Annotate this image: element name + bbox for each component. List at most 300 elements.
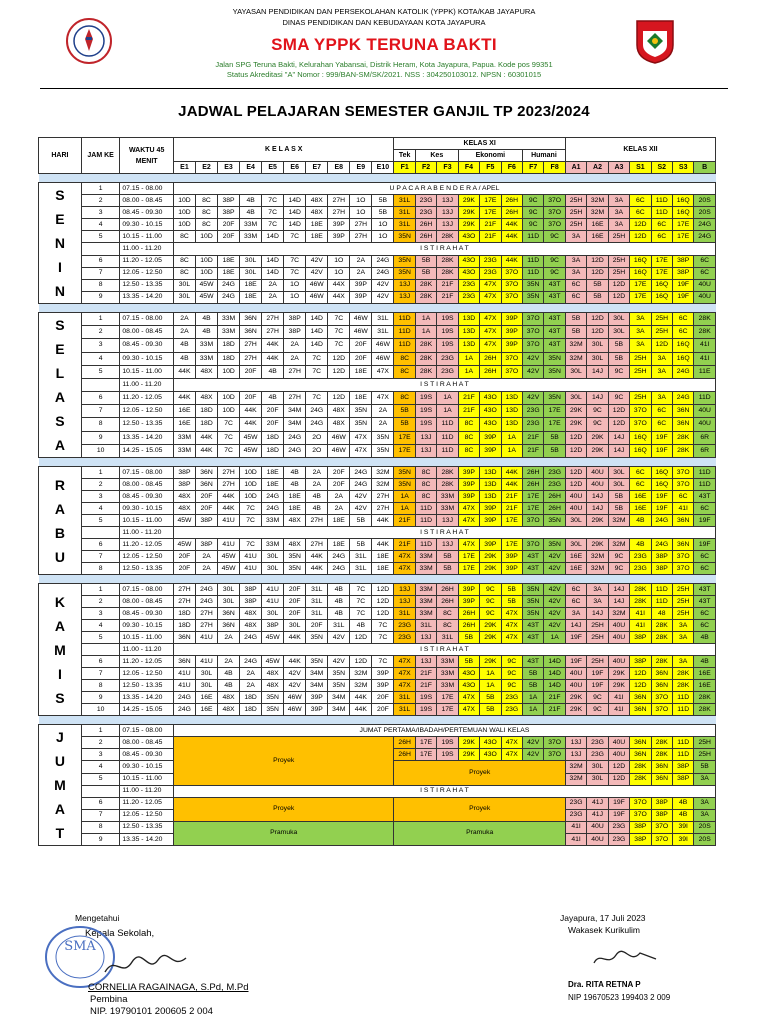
xi-cell: 23G <box>544 467 565 479</box>
schedule-table <box>38 137 716 846</box>
xi-cell: 28K <box>437 479 458 491</box>
x-cell: 39P <box>306 704 328 716</box>
xi-cell: 14D <box>544 668 565 680</box>
jam-cell: 10 <box>81 444 120 457</box>
jam-cell: 4 <box>81 761 120 773</box>
day-name: S E N I N <box>39 183 82 304</box>
xii-cell: 32M <box>608 608 629 620</box>
x-cell: 18E <box>328 515 350 527</box>
xi-cell: 17E <box>480 195 501 207</box>
xii-cell: 30L <box>587 339 608 352</box>
schedule-row <box>39 680 716 692</box>
xii-cell: 28K <box>651 632 672 644</box>
x-cell: 14D <box>284 219 306 231</box>
x-cell: 1O <box>372 231 394 243</box>
time-cell: 12.50 - 13.35 <box>120 563 174 575</box>
xii-cell: 6C <box>565 596 586 608</box>
jam-cell: 9 <box>81 291 120 303</box>
xii-cell: 19F <box>694 515 716 527</box>
xi-cell: 17E <box>415 737 436 749</box>
xii-cell: 36N <box>651 668 672 680</box>
xii-cell: 3A <box>694 773 716 785</box>
xii-cell: 29K <box>565 418 586 431</box>
x-cell: 1O <box>284 279 306 291</box>
xii-cell: 19F <box>587 680 608 692</box>
class-header: E6 <box>284 162 306 174</box>
xi-cell: 9C <box>522 219 543 231</box>
x-cell: 48X <box>262 668 284 680</box>
x-cell: 44K <box>173 365 195 378</box>
xi-cell: 47X <box>501 749 522 761</box>
time-cell: 10.15 - 11.00 <box>120 365 174 378</box>
x-cell: 1O <box>350 195 372 207</box>
x-cell: 33M <box>195 352 217 365</box>
x-cell: 7C <box>262 195 284 207</box>
xii-cell: 12D <box>587 326 608 339</box>
xii-cell: 12D <box>608 761 629 773</box>
x-cell: 33M <box>173 431 195 444</box>
xi-cell: 17E <box>522 503 543 515</box>
xii-cell: 19F <box>608 809 629 821</box>
xii-cell: 24G <box>672 392 693 405</box>
x-cell: 20F <box>262 418 284 431</box>
x-cell: 38P <box>173 479 195 491</box>
x-cell: 24G <box>173 704 195 716</box>
x-cell: 2A <box>350 267 372 279</box>
xi-cell: 21F <box>480 231 501 243</box>
x-cell: 2A <box>240 668 262 680</box>
xii-cell: 32M <box>608 515 629 527</box>
xi-cell: 11D <box>437 431 458 444</box>
xi-cell: 29K <box>480 620 501 632</box>
xii-cell: 11D <box>651 584 672 596</box>
xi-cell: 35N <box>544 515 565 527</box>
xi-cell: 42V <box>544 608 565 620</box>
xii-cell: 23G <box>608 834 629 846</box>
xi-cell: 37O <box>522 313 543 326</box>
xii-cell: 16Q <box>672 352 693 365</box>
jam-cell <box>81 785 120 797</box>
x-cell: 39P <box>350 279 372 291</box>
x-cell: 18E <box>372 563 394 575</box>
x-cell: 7C <box>218 431 240 444</box>
xi-cell: 31L <box>394 608 415 620</box>
x-cell: 18D <box>240 704 262 716</box>
header-hum: Humani <box>522 150 565 162</box>
xii-cell: 3A <box>694 797 716 809</box>
x-cell: 31L <box>372 313 394 326</box>
xi-cell: 8C <box>437 608 458 620</box>
xi-cell: 13D <box>501 418 522 431</box>
x-cell: 31L <box>328 620 350 632</box>
x-cell: 20F <box>218 231 240 243</box>
xii-cell: 4B <box>630 515 651 527</box>
xi-cell: 11D <box>394 326 415 339</box>
xii-cell: 29K <box>587 431 608 444</box>
xi-cell: 39P <box>501 563 522 575</box>
x-cell: 48X <box>262 680 284 692</box>
time-cell: 09.30 - 10.15 <box>120 219 174 231</box>
xi-cell: 28K <box>437 231 458 243</box>
x-cell: 7C <box>372 620 394 632</box>
xii-cell: 12D <box>608 773 629 785</box>
xi-cell: 17E <box>394 431 415 444</box>
jam-cell: 7 <box>81 405 120 418</box>
x-cell: 24G <box>306 418 328 431</box>
class-header: E8 <box>328 162 350 174</box>
xii-cell: 16Q <box>630 444 651 457</box>
pramuka-x-block: Pramuka <box>173 821 394 845</box>
x-cell: 27H <box>350 219 372 231</box>
xi-cell: 8C <box>458 431 479 444</box>
day-name: K A M I S <box>39 584 82 716</box>
xii-cell: 25H <box>651 326 672 339</box>
xi-cell: 1A <box>394 503 415 515</box>
x-cell: 24G <box>218 291 240 303</box>
jam-cell: 8 <box>81 821 120 833</box>
x-cell: 32M <box>372 467 394 479</box>
xii-cell: 29K <box>608 668 629 680</box>
xi-cell: 5B <box>458 632 479 644</box>
xii-cell: 3A <box>587 596 608 608</box>
time-cell: 12.50 - 13.35 <box>120 279 174 291</box>
x-cell: 30L <box>173 279 195 291</box>
xi-cell: 11D <box>522 255 543 267</box>
xi-cell: 9C <box>544 231 565 243</box>
xii-cell: 25H <box>630 352 651 365</box>
x-cell: 1O <box>328 255 350 267</box>
x-cell: 48X <box>306 195 328 207</box>
xi-cell: 1A <box>480 668 501 680</box>
x-cell: 4B <box>173 352 195 365</box>
xii-cell: 24G <box>694 231 716 243</box>
xi-cell: 42V <box>544 596 565 608</box>
x-cell: 45W <box>173 515 195 527</box>
x-cell: 24G <box>328 563 350 575</box>
xi-cell: 21F <box>522 431 543 444</box>
x-cell: 7C <box>218 444 240 457</box>
time-cell: 12.05 - 12.50 <box>120 405 174 418</box>
xii-cell: 6C <box>694 608 716 620</box>
x-cell: 2A <box>284 352 306 365</box>
xi-cell: 35N <box>522 584 543 596</box>
header-waktu: WAKTU 45 MENIT <box>120 138 174 174</box>
jam-cell: 6 <box>81 539 120 551</box>
xi-cell: 29K <box>458 749 479 761</box>
x-cell: 31L <box>350 563 372 575</box>
xi-cell: 28K <box>415 339 436 352</box>
class-header: A1 <box>565 162 586 174</box>
proyek-x-block: Proyek <box>173 737 394 786</box>
xi-cell: 8C <box>394 365 415 378</box>
xii-cell: 40U <box>587 834 608 846</box>
xii-cell: 12D <box>630 680 651 692</box>
time-cell: 11.00 - 11.20 <box>120 527 174 539</box>
xi-cell: 33M <box>415 584 436 596</box>
xii-cell: 3A <box>651 352 672 365</box>
x-cell: 34M <box>328 692 350 704</box>
xii-cell: 37O <box>651 704 672 716</box>
time-cell: 11.20 - 12.05 <box>120 392 174 405</box>
x-cell: 10D <box>240 479 262 491</box>
xi-cell: 21F <box>415 668 436 680</box>
xii-cell: 28K <box>672 444 693 457</box>
x-cell: 42V <box>328 632 350 644</box>
xi-cell: 8C <box>458 444 479 457</box>
jam-cell: 1 <box>81 725 120 737</box>
xi-cell: 17E <box>480 207 501 219</box>
xi-cell: 28K <box>415 365 436 378</box>
x-cell: 12D <box>328 365 350 378</box>
x-cell: 20F <box>350 352 372 365</box>
xi-cell: 42V <box>522 392 543 405</box>
x-cell: 5B <box>350 539 372 551</box>
xii-cell: 12D <box>651 339 672 352</box>
day-separator <box>39 458 716 467</box>
x-cell: 38P <box>218 207 240 219</box>
xii-cell: 5B <box>694 761 716 773</box>
xii-cell: 41I <box>565 821 586 833</box>
xii-cell: 16Q <box>672 207 693 219</box>
x-cell: 4B <box>284 479 306 491</box>
xii-cell: 40U <box>694 418 716 431</box>
time-cell: 14.25 - 15.05 <box>120 704 174 716</box>
xi-cell: 26H <box>394 749 415 761</box>
schedule-row <box>39 418 716 431</box>
xii-cell: 36N <box>630 704 651 716</box>
xii-cell: 41I <box>630 608 651 620</box>
x-cell: 20F <box>284 608 306 620</box>
x-cell: 7C <box>328 326 350 339</box>
x-cell: 35N <box>350 418 372 431</box>
xi-cell: 13D <box>501 405 522 418</box>
time-cell: 11.20 - 12.05 <box>120 255 174 267</box>
xi-cell: 26H <box>522 479 543 491</box>
day-separator <box>39 716 716 725</box>
event-cell: I S T I R A H A T <box>173 644 715 656</box>
xii-cell: 11E <box>694 365 716 378</box>
x-cell: 8C <box>195 219 217 231</box>
xii-cell: 14J <box>608 596 629 608</box>
xi-cell: 17E <box>394 444 415 457</box>
x-cell: 24G <box>195 596 217 608</box>
x-cell: 46W <box>328 431 350 444</box>
stamp-text: SMA <box>64 939 96 954</box>
x-cell: 41U <box>218 539 240 551</box>
x-cell: 1O <box>328 267 350 279</box>
xi-cell: 31L <box>394 692 415 704</box>
time-cell: 07.15 - 08.00 <box>120 313 174 326</box>
jam-cell: 5 <box>81 231 120 243</box>
schedule-row <box>39 632 716 644</box>
xii-cell: 40U <box>694 291 716 303</box>
xi-cell: 23G <box>437 352 458 365</box>
x-cell: 30L <box>262 608 284 620</box>
xii-cell: 5B <box>565 326 586 339</box>
time-cell: 11.00 - 11.20 <box>120 644 174 656</box>
xii-cell: 38P <box>630 821 651 833</box>
xii-cell: 36N <box>651 680 672 692</box>
time-cell: 08.00 - 08.45 <box>120 596 174 608</box>
xii-cell: 17E <box>672 219 693 231</box>
jam-cell: 5 <box>81 365 120 378</box>
x-cell: 35N <box>372 444 394 457</box>
xii-cell: 32M <box>565 761 586 773</box>
xii-cell: 9C <box>587 692 608 704</box>
xi-cell: 29K <box>458 219 479 231</box>
schedule-row <box>39 207 716 219</box>
xii-cell: 4B <box>694 656 716 668</box>
xi-cell: 1A <box>458 365 479 378</box>
xii-cell: 5B <box>608 352 629 365</box>
x-cell: 47X <box>350 431 372 444</box>
x-cell: 38P <box>195 515 217 527</box>
xi-cell: 35N <box>394 231 415 243</box>
xi-cell: 26H <box>522 467 543 479</box>
pramuka-xi-block: Pramuka <box>394 821 565 845</box>
xii-cell: 9C <box>608 392 629 405</box>
xii-cell: 3A <box>672 632 693 644</box>
time-cell: 07.15 - 08.00 <box>120 584 174 596</box>
xi-cell: 37O <box>522 515 543 527</box>
x-cell: 42V <box>306 255 328 267</box>
x-cell: 1O <box>284 291 306 303</box>
xi-cell: 26H <box>501 195 522 207</box>
xi-cell: 11D <box>437 444 458 457</box>
header-tek: Tek <box>394 150 415 162</box>
xii-cell: 3A <box>672 620 693 632</box>
xii-cell: 12D <box>587 313 608 326</box>
xi-cell: 47X <box>480 326 501 339</box>
xii-cell: 29K <box>587 539 608 551</box>
x-cell: 36N <box>240 326 262 339</box>
x-cell: 44X <box>328 291 350 303</box>
x-cell: 24G <box>350 467 372 479</box>
header-kelas-x: K E L A S X <box>173 138 394 162</box>
jam-cell: 2 <box>81 737 120 749</box>
day-separator <box>39 304 716 313</box>
x-cell: 2A <box>372 405 394 418</box>
xi-cell: 19S <box>437 326 458 339</box>
xii-cell: 36N <box>630 692 651 704</box>
jam-cell: 7 <box>81 267 120 279</box>
x-cell: 32M <box>372 479 394 491</box>
xii-cell: 14J <box>587 365 608 378</box>
xi-cell: 8C <box>437 620 458 632</box>
x-cell: 45W <box>173 539 195 551</box>
time-cell: 12.05 - 12.50 <box>120 809 174 821</box>
jam-cell: 1 <box>81 467 120 479</box>
x-cell: 34M <box>284 418 306 431</box>
x-cell: 35N <box>328 668 350 680</box>
xi-cell: 33M <box>437 680 458 692</box>
x-cell: 2A <box>240 680 262 692</box>
xii-cell: 41I <box>608 704 629 716</box>
schedule-row <box>39 231 716 243</box>
xii-cell: 11D <box>651 195 672 207</box>
x-cell: 12D <box>350 632 372 644</box>
xi-cell: 43T <box>544 339 565 352</box>
xi-cell: 29K <box>480 632 501 644</box>
jam-cell: 2 <box>81 195 120 207</box>
xi-cell: 43T <box>522 563 543 575</box>
x-cell: 24G <box>306 405 328 418</box>
x-cell: 34M <box>328 704 350 716</box>
xi-cell: 47X <box>501 737 522 749</box>
xi-cell: 23G <box>458 279 479 291</box>
xi-cell: 11D <box>394 313 415 326</box>
x-cell: 4B <box>328 584 350 596</box>
class-header: F4 <box>458 162 479 174</box>
x-cell: 18E <box>372 551 394 563</box>
xi-cell: 26H <box>544 491 565 503</box>
xi-cell: 43T <box>544 279 565 291</box>
xii-cell: 14J <box>587 608 608 620</box>
xii-cell: 28K <box>672 680 693 692</box>
class-header: F8 <box>544 162 565 174</box>
xi-cell: 37O <box>501 267 522 279</box>
xi-cell: 33M <box>415 608 436 620</box>
x-cell: 24G <box>372 255 394 267</box>
x-cell: 16E <box>173 405 195 418</box>
xi-cell: 11D <box>394 339 415 352</box>
xii-cell: 40U <box>608 749 629 761</box>
jam-cell: 1 <box>81 183 120 195</box>
xi-cell: 9C <box>480 608 501 620</box>
schedule-row <box>39 243 716 255</box>
x-cell: 35N <box>372 431 394 444</box>
xii-cell: 25H <box>608 231 629 243</box>
x-cell: 4B <box>262 392 284 405</box>
jam-cell: 9 <box>81 834 120 846</box>
jam-cell: 9 <box>81 431 120 444</box>
xi-cell: 21F <box>522 444 543 457</box>
xi-cell: 37O <box>544 219 565 231</box>
xi-cell: 33M <box>437 503 458 515</box>
x-cell: 14D <box>262 255 284 267</box>
x-cell: 2A <box>306 467 328 479</box>
xii-cell: 28K <box>651 656 672 668</box>
xii-cell: 41I <box>694 339 716 352</box>
x-cell: 48X <box>240 620 262 632</box>
xii-cell: 5B <box>587 291 608 303</box>
xii-cell: 38P <box>672 773 693 785</box>
x-cell: 46W <box>350 326 372 339</box>
x-cell: 34M <box>284 405 306 418</box>
xii-cell: 16Q <box>651 467 672 479</box>
xi-cell: 33M <box>437 656 458 668</box>
jam-cell: 3 <box>81 749 120 761</box>
x-cell: 39P <box>372 668 394 680</box>
xii-cell: 19F <box>694 539 716 551</box>
x-cell: 27H <box>350 231 372 243</box>
xi-cell: 9C <box>501 656 522 668</box>
xii-cell: 6C <box>630 467 651 479</box>
xi-cell: 43O <box>458 680 479 692</box>
x-cell: 4B <box>262 365 284 378</box>
x-cell: 4B <box>328 596 350 608</box>
xi-cell: 17E <box>437 704 458 716</box>
time-cell: 12.50 - 13.35 <box>120 821 174 833</box>
x-cell: 24G <box>240 656 262 668</box>
x-cell: 2A <box>328 503 350 515</box>
xii-cell: 5B <box>608 503 629 515</box>
xi-cell: 43T <box>522 632 543 644</box>
xi-cell: 47X <box>394 551 415 563</box>
xi-cell: 13J <box>394 291 415 303</box>
x-cell: 18D <box>262 431 284 444</box>
x-cell: 14D <box>284 207 306 219</box>
